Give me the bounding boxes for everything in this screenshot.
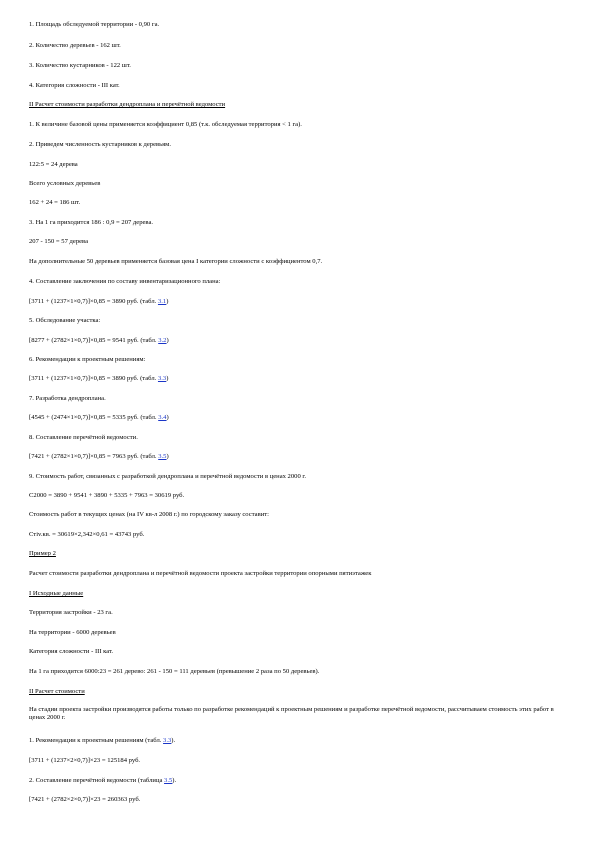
table-link[interactable]: 3.5	[164, 777, 173, 784]
text-line: Территория застройки - 23 га.	[29, 609, 113, 616]
text-line: 9. Стоимость работ, связанных с разработкой дендроплана и перечётной ведомости в ценах 2000 г.	[29, 473, 307, 480]
text-line: 6. Рекомендации к проектным решениям:	[29, 356, 146, 363]
formula-line	[29, 414, 569, 422]
text-line: 4. Категория сложности - III кат.	[29, 82, 120, 89]
table-link[interactable]: 3.2	[158, 337, 167, 344]
text-line: На 1 га приходится 6000:23 = 261 дерево: 261 - 150 = 111 деревьев (превышение 2 раза по 50 деревьев).	[29, 668, 320, 675]
formula-line	[29, 777, 569, 785]
text-line: 7. Разработка дендроплана.	[29, 395, 106, 402]
formula-line	[29, 298, 569, 306]
formula-text: [3711 + (1237×1×0,7)]×0,85 = 3890 руб. (табл.	[29, 298, 158, 305]
text-line: 8. Составление перечётной ведомости.	[29, 434, 138, 441]
text-line: 2. Приведем численность кустарников к деревьям.	[29, 141, 172, 148]
section-heading: II Расчет стоимости	[29, 688, 85, 695]
text-line: 207 - 150 = 57 дерева	[29, 238, 88, 245]
formula-text: 1. Рекомендации к проектным решениям (табл.	[29, 737, 164, 744]
closing-paren: )	[166, 453, 169, 460]
text-line: 122:5 = 24 дерева	[29, 161, 78, 168]
text-line: Всего условных деревьев	[29, 180, 101, 187]
text-line: Категория сложности - III кат.	[29, 648, 114, 655]
closing-paren: ).	[171, 737, 176, 744]
text-line: [7421 + (2782×2×0,7)]×23 = 260363 руб.	[29, 796, 141, 803]
text-line: 1. К величине базовой цены применяется коэффициент 0,85 (т.к. обследуемая территория < 1 га).	[29, 121, 302, 128]
table-link[interactable]: 3.4	[158, 414, 167, 421]
section-heading: I Исходные данные	[29, 590, 84, 597]
formula-text: 2. Составление перечётной ведомости (таблица	[29, 777, 165, 784]
closing-paren: )	[166, 375, 169, 382]
formula-text: [7421 + (2782×1×0,7)]×0,85 = 7963 руб. (табл.	[29, 453, 159, 460]
table-link[interactable]: 3.1	[157, 298, 167, 305]
example-heading: Пример 2	[29, 550, 56, 557]
text-line: Стiv.кв. = 30619×2,342×0,61 = 43743 руб.	[29, 531, 145, 538]
text-line: 2. Количество деревьев - 162 шт.	[29, 42, 121, 49]
text-line: Стоимость работ в текущих ценах (на IV кв-л 2008 г.) по городскому заказу составит:	[29, 511, 269, 518]
table-link[interactable]: 3.5	[158, 453, 167, 460]
text-line: 5. Обследование участка:	[29, 317, 101, 324]
table-link[interactable]: 3.3	[157, 375, 167, 382]
text-line: 1. Площадь обследуемой территории - 0,90 га.	[29, 21, 160, 28]
closing-paren: )	[166, 337, 169, 344]
text-line: 4. Составление заключения по составу инвентаризационного плана:	[29, 278, 221, 285]
text-line: На дополнительные 50 деревьев применяется базовая цена I категории сложности с коэффициентом 0,7.	[29, 258, 323, 265]
formula-text: [8277 + (2782×1×0,7)]×0,85 = 9541 руб. (табл.	[29, 337, 159, 344]
text-line: 3. На 1 га приходится 186 : 0,9 = 207 дерева.	[29, 219, 154, 226]
text-line: Расчет стоимости разработки дендроплана и перечётной ведомости проекта застройки территории опорными пятиэтажек	[29, 570, 372, 577]
formula-line	[29, 737, 569, 745]
table-link[interactable]: 3.3	[163, 737, 172, 744]
closing-paren: )	[166, 414, 169, 421]
closing-paren: )	[166, 298, 169, 305]
text-line: 162 + 24 = 186 шт.	[29, 199, 81, 206]
formula-text: [3711 + (1237×1×0,7)]×0,85 = 3890 руб. (табл.	[29, 375, 158, 382]
text-line: [3711 + (1237×2×0,7)]×23 = 125184 руб.	[29, 757, 141, 764]
text-line: На территории - 6000 деревьев	[29, 629, 116, 636]
formula-line	[29, 453, 569, 461]
formula-line	[29, 375, 569, 383]
formula-text: [4545 + (2474×1×0,7)]×0,85 = 5335 руб. (табл.	[29, 414, 159, 421]
text-line: С2000 = 3890 + 9541 + 3890 + 5335 + 7963 = 30619 руб.	[29, 492, 185, 499]
paragraph: На стадии проекта застройки производятся работы только по разработке рекомендаций к проектным решениям и разработке перечётной ведомости, рассчитываем стоимость этих работ в ценах 2000 г.	[29, 706, 554, 721]
text-line: 3. Количество кустарников - 122 шт.	[29, 62, 131, 69]
section-heading: II Расчет стоимости разработки дендроплана и перечётной ведомости	[29, 101, 226, 108]
closing-paren: ).	[172, 777, 177, 784]
formula-line	[29, 337, 569, 345]
